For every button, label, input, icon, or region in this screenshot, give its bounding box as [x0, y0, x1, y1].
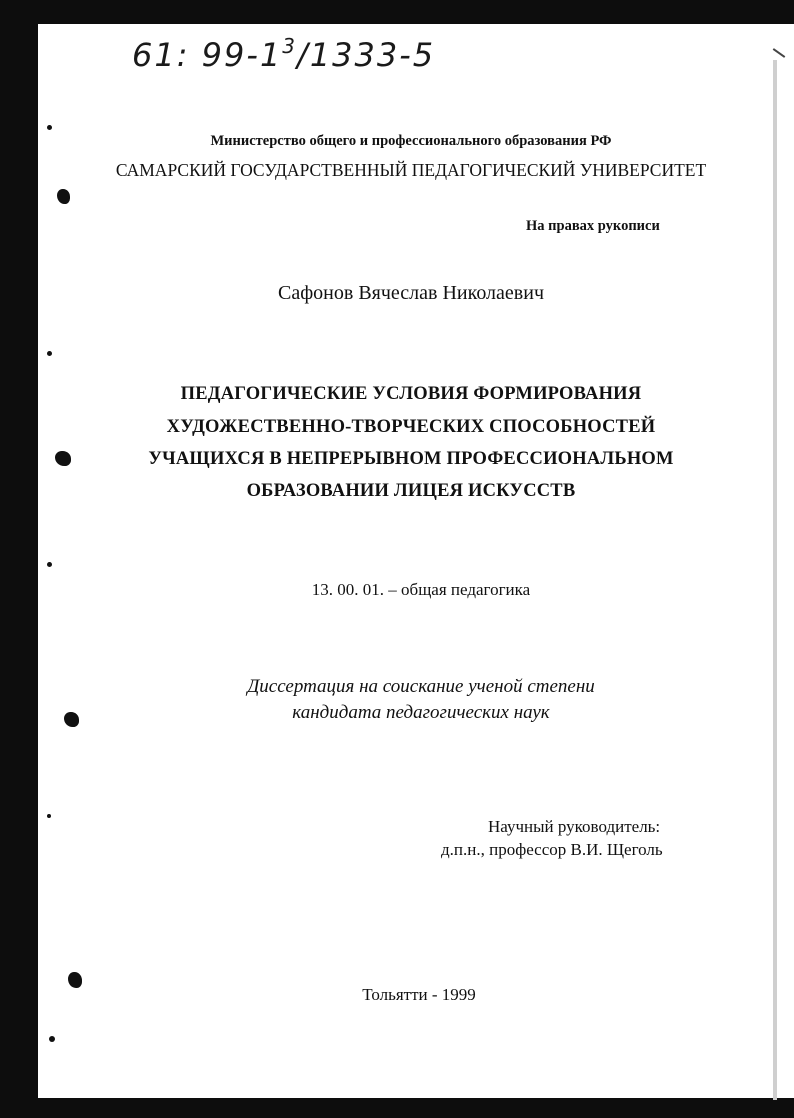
- rights-note: На правах рукописи: [526, 218, 660, 234]
- archive-code-main: 61: 99-1: [132, 36, 283, 74]
- dissertation-line: кандидата педагогических наук: [292, 702, 550, 723]
- author-name: Сафонов Вячеслав Николаевич: [278, 282, 544, 304]
- punch-mark: [57, 189, 70, 204]
- title-line: ОБРАЗОВАНИИ ЛИЦЕЯ ИСКУССТВ: [246, 481, 576, 501]
- ministry-name: Министерство общего и профессионального образования РФ: [210, 133, 612, 149]
- specialty-code: 13. 00. 01. – общая педагогика: [311, 580, 531, 599]
- archive-code-superscript: 3: [282, 34, 298, 58]
- archive-code: [132, 36, 435, 74]
- title-line: ХУДОЖЕСТВЕННО-ТВОРЧЕСКИХ СПОСОБНОСТЕЙ: [166, 417, 656, 437]
- title-line: ПЕДАГОГИЧЕСКИЕ УСЛОВИЯ ФОРМИРОВАНИЯ: [180, 384, 642, 404]
- punch-mark: [47, 814, 51, 818]
- scan-border-bottom: [0, 1098, 794, 1118]
- city-year: Тольятти - 1999: [362, 985, 476, 1004]
- university-name: САМАРСКИЙ ГОСУДАРСТВЕННЫЙ ПЕДАГОГИЧЕСКИЙ УНИВЕРСИТЕТ: [115, 160, 707, 180]
- punch-mark: [49, 1036, 55, 1042]
- punch-mark: [47, 125, 52, 130]
- advisor-role: Научный руководитель:: [488, 817, 661, 836]
- punch-mark: [47, 562, 52, 567]
- archive-code-tail: /1333-5: [297, 36, 436, 74]
- scan-border-top: [0, 0, 794, 24]
- title-line: УЧАЩИХСЯ В НЕПРЕРЫВНОМ ПРОФЕССИОНАЛЬНОМ: [148, 449, 674, 469]
- punch-mark: [47, 351, 52, 356]
- advisor-name: д.п.н., профессор В.И. Щеголь: [441, 840, 663, 859]
- dissertation-line: Диссертация на соискание ученой степени: [247, 676, 595, 697]
- corner-mark: [773, 48, 786, 58]
